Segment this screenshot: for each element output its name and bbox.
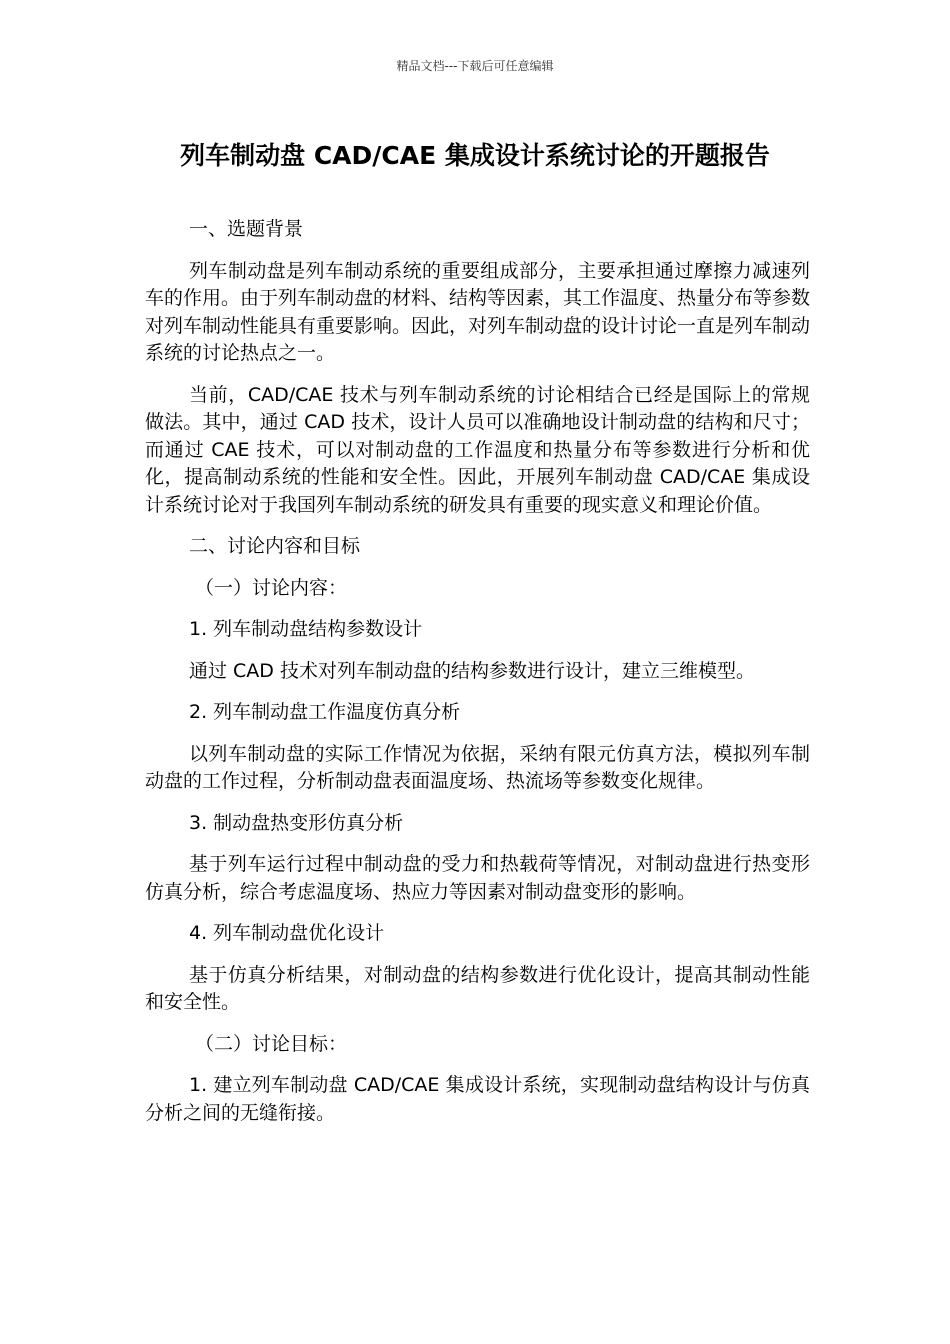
subsection-heading-goals: （二）讨论目标： (195, 1032, 348, 1055)
paragraph-background-1: 列车制动盘是列车制动系统的重要组成部分，主要承担通过摩擦力减速列车的作用。由于列车制动盘的材料、结构等因素，其工作温度、热量分布等参数对列车制动性能具有重要影响。因此，对列车制动盘的设计讨论一直是列车制动系统的讨论热点之一。 (145, 259, 811, 364)
subsection-heading-content: （一）讨论内容： (195, 576, 348, 599)
header-note: 精品文档---下载后可任意编辑 (396, 59, 554, 73)
document-body (145, 216, 810, 1141)
item-1-body: 通过 CAD 技术对列车制动盘的结构参数进行设计，建立三维模型。 (189, 659, 755, 682)
section-heading-content-goals: 二、讨论内容和目标 (189, 535, 361, 557)
item-2-body: 以列车制动盘的实际工作情况为依据，采纳有限元仿真方法，模拟列车制动盘的工作过程，分析制动盘表面温度场、热流场等参数变化规律。 (145, 742, 810, 792)
document-title: 列车制动盘 CAD/CAE 集成设计系统讨论的开题报告 (180, 141, 770, 170)
item-3-title: 3. 制动盘热变形仿真分析 (189, 811, 404, 834)
item-4-body: 基于仿真分析结果，对制动盘的结构参数进行优化设计，提高其制动性能和安全性。 (145, 963, 810, 1013)
item-1-title: 1. 列车制动盘结构参数设计 (189, 618, 423, 640)
item-2-title: 2. 列车制动盘工作温度仿真分析 (189, 701, 461, 723)
item-3-body: 基于列车运行过程中制动盘的受力和热载荷等情况，对制动盘进行热变形仿真分析，综合考虑温度场、热应力等因素对制动盘变形的影响。 (145, 853, 810, 903)
paragraph-background-2: 当前，CAD/CAE 技术与列车制动系统的讨论相结合已经是国际上的常规做法。其中，通过 CAD 技术，设计人员可以准确地设计制动盘的结构和尺寸；而通过 CAE 技术，可以对制动盘的工作温度和热量分布等参数进行分析和优化，提高制动系统的性能和安全性。因此，开展列车制动盘 CAD/CAE 集成设计系统讨论对于我国列车制动系统的研发具有重要的现实意义和理论价值。 (145, 383, 810, 516)
item-4-title: 4. 列车制动盘优化设计 (189, 922, 385, 944)
section-heading-background: 一、选题背景 (189, 218, 304, 240)
goal-1: 1. 建立列车制动盘 CAD/CAE 集成设计系统，实现制动盘结构设计与仿真分析之间的无缝衔接。 (145, 1074, 810, 1124)
